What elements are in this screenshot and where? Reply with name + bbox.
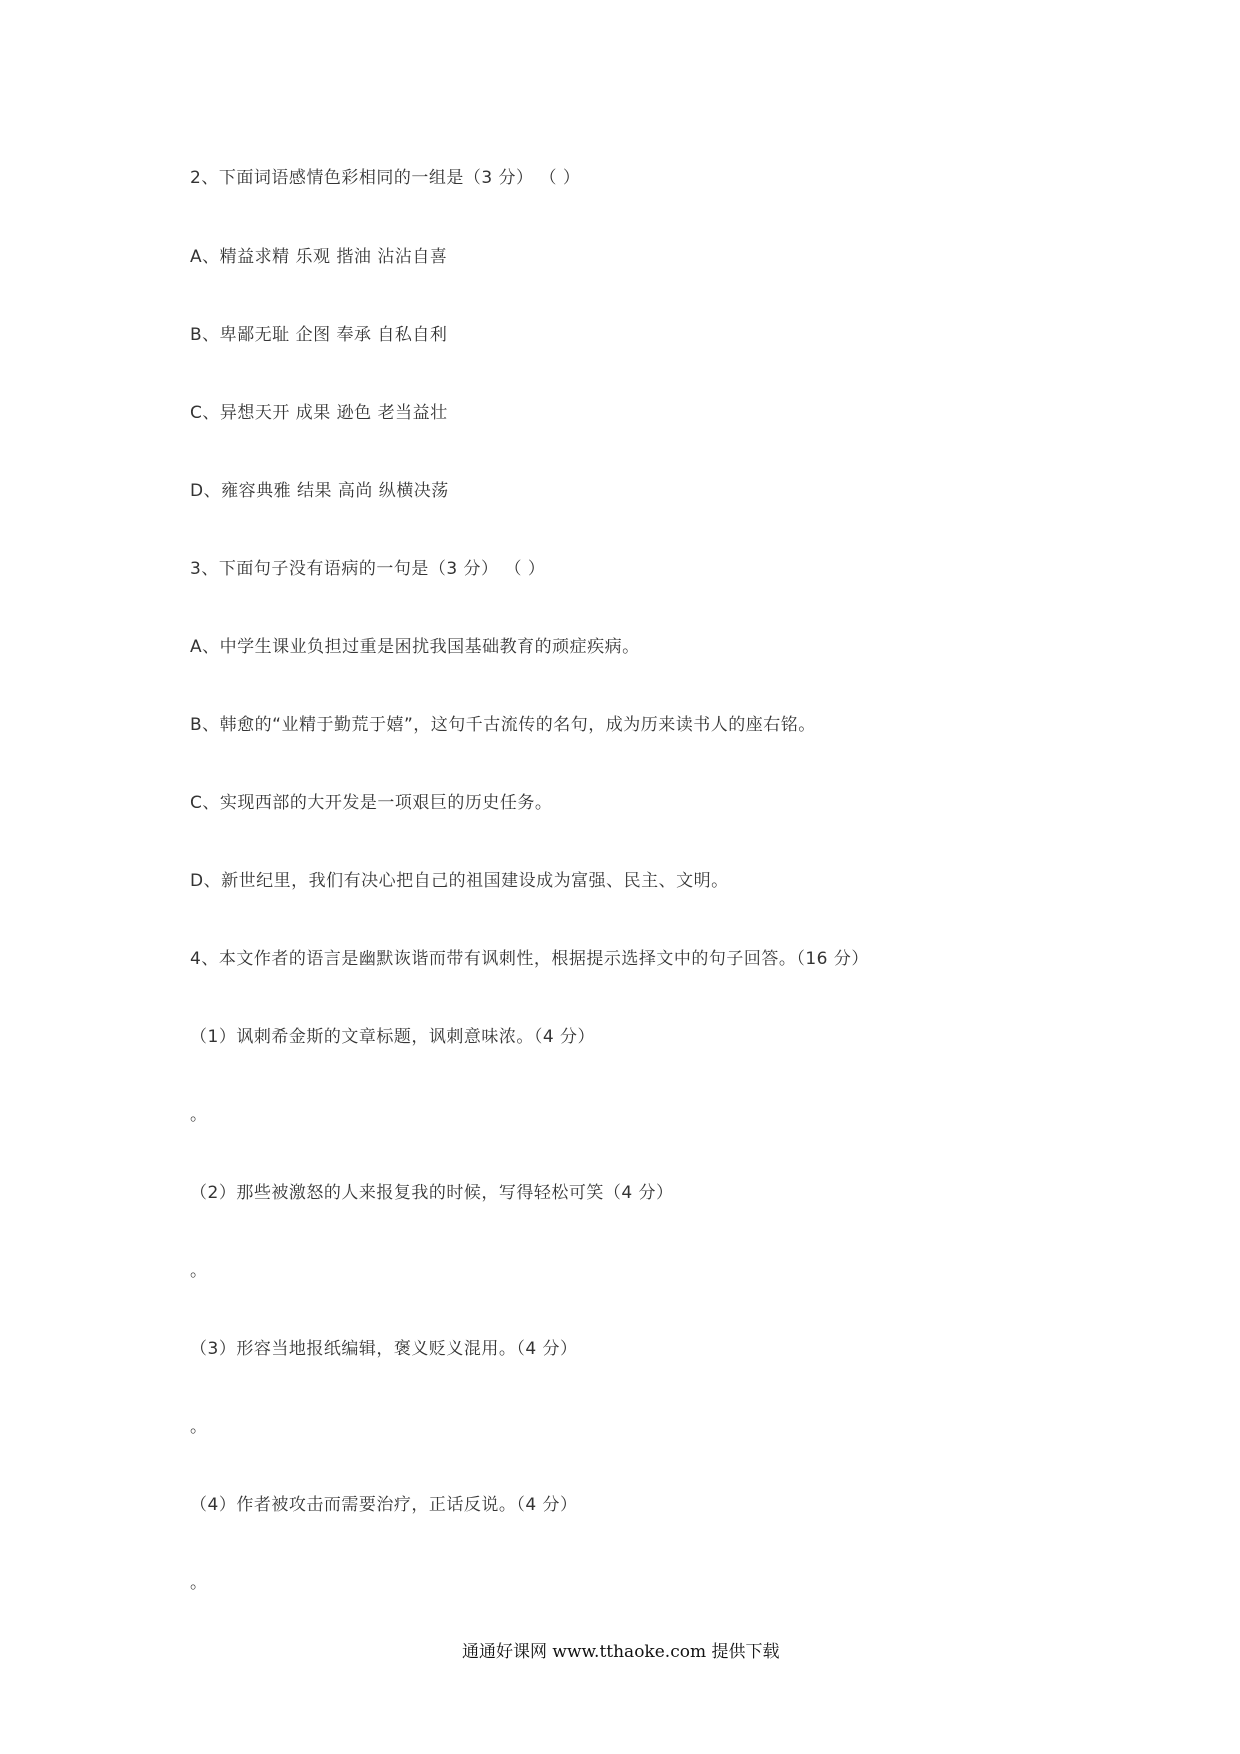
q4-part-2-prompt: （2）那些被激怒的人来报复我的时候，写得轻松可笑（4 分） [190, 1183, 674, 1203]
q3-stem: 3、下面句子没有语病的一句是（3 分） （ ） [190, 559, 546, 579]
q4-part-1-prompt: （1）讽刺希金斯的文章标题，讽刺意味浓。（4 分） [190, 1027, 596, 1047]
q2-option-c: C、异想天开 成果 逊色 老当益壮 [190, 403, 448, 423]
q3-option-c: C、实现西部的大开发是一项艰巨的历史任务。 [190, 793, 553, 813]
q2-stem: 2、下面词语感情色彩相同的一组是（3 分） （ ） [190, 168, 581, 188]
q3-option-b: B、韩愈的“业精于勤荒于嬉”，这句千古流传的名句，成为历来读书人的座右铭。 [190, 715, 816, 735]
q3-option-d: D、新世纪里，我们有决心把自己的祖国建设成为富强、民主、文明。 [190, 871, 729, 891]
q4-part-3-prompt: （3）形容当地报纸编辑，褒义贬义混用。（4 分） [190, 1339, 578, 1359]
q3-option-a: A、中学生课业负担过重是困扰我国基础教育的顽症疾病。 [190, 637, 640, 657]
q4-part-1-answer: 。 [190, 1105, 208, 1125]
footer-text: 通通好课网 www.tthaoke.com 提供下载 [462, 1642, 780, 1662]
q2-option-b: B、卑鄙无耻 企图 奉承 自私自利 [190, 325, 448, 345]
q4-part-4-answer: 。 [190, 1573, 208, 1593]
q4-part-2-answer: 。 [190, 1261, 208, 1281]
q4-part-3-answer: 。 [190, 1417, 208, 1437]
q4-part-4-prompt: （4）作者被攻击而需要治疗，正话反说。（4 分） [190, 1495, 578, 1515]
q2-option-a: A、精益求精 乐观 揩油 沾沾自喜 [190, 247, 448, 267]
q2-option-d: D、雍容典雅 结果 高尚 纵横决荡 [190, 481, 449, 501]
q4-stem: 4、本文作者的语言是幽默诙谐而带有讽刺性，根据提示选择文中的句子回答。（16 分） [190, 949, 869, 969]
